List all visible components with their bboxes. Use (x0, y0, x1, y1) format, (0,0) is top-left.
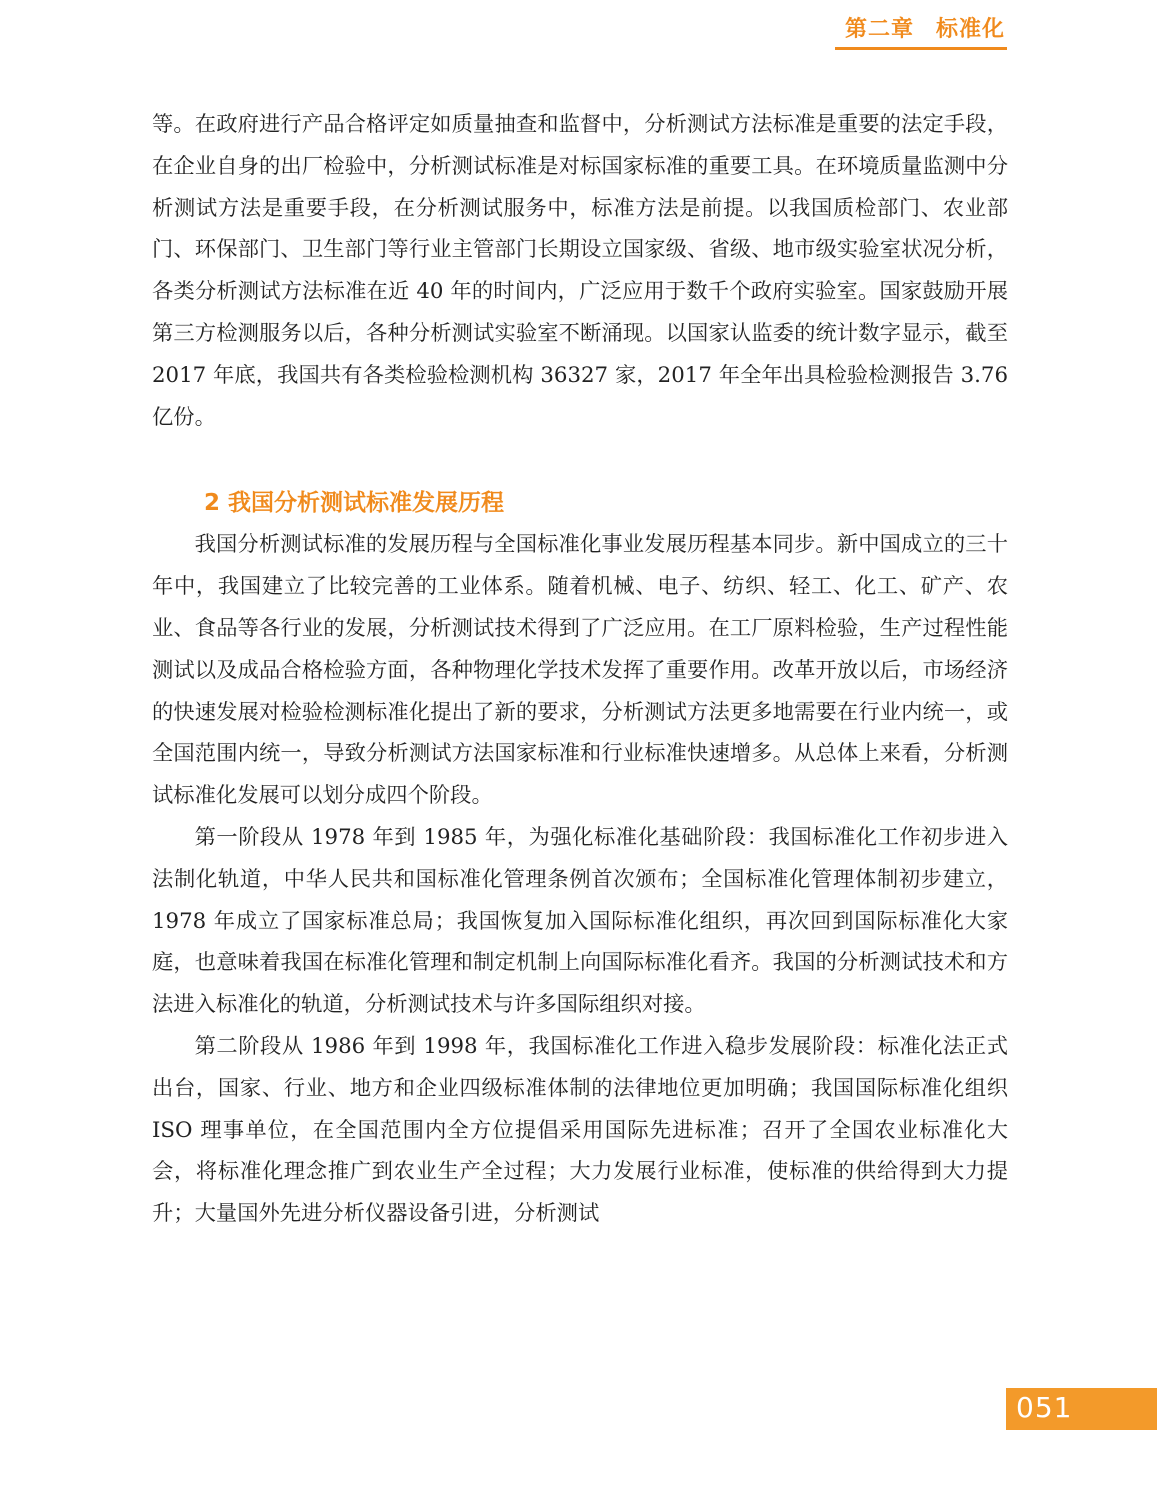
running-header-text (845, 12, 1005, 43)
chapter-label: 第二章 (845, 17, 915, 42)
running-header (835, 10, 1007, 50)
header-rule (835, 47, 1007, 50)
page-number: 051 (1016, 1391, 1073, 1424)
page-number-tab (1006, 1388, 1157, 1430)
chapter-title: 标准化 (936, 17, 1006, 42)
section-heading: 2 我国分析测试标准发展历程 (204, 490, 505, 517)
page-body (152, 104, 1008, 1235)
body-paragraph-3: 第二阶段从 1986 年到 1998 年，我国标准化工作进入稳步发展阶段：标准化法正式出台，国家、行业、地方和企业四级标准体制的法律地位更加明确；我国国际标准化组织 ISO 理事单位，在全国范围内全方位提倡采用国际先进标准；召开了全国农业标准化大会，将标准化理念推广到农业生产全过程；大力发展行业标准，使标准的供给得到大力提升；大量国外先进分析仪器设备引进，分析测试 (152, 1033, 1008, 1227)
section-spacer (152, 438, 1008, 482)
body-paragraph-1: 我国分析测试标准的发展历程与全国标准化事业发展历程基本同步。新中国成立的三十年中，我国建立了比较完善的工业体系。随着机械、电子、纺织、轻工、化工、矿产、农业、食品等各行业的发展，分析测试技术得到了广泛应用。在工厂原料检验，生产过程性能测试以及成品合格检验方面，各种物理化学技术发挥了重要作用。改革开放以后，市场经济的快速发展对检验检测标准化提出了新的要求，分析测试方法更多地需要在行业内统一，或全国范围内统一，导致分析测试方法国家标准和行业标准快速增多。从总体上来看，分析测试标准化发展可以划分成四个阶段。 (152, 532, 1008, 809)
body-paragraph-2: 第一阶段从 1978 年到 1985 年，为强化标准化基础阶段：我国标准化工作初步进入法制化轨道，中华人民共和国标准化管理条例首次颁布；全国标准化管理体制初步建立，1978 年成立了国家标准总局；我国恢复加入国际标准化组织，再次回到国际标准化大家庭，也意味着我国在标准化管理和制定机制上向国际标准化看齐。我国的分析测试技术和方法进入标准化的轨道，分析测试技术与许多国际组织对接。 (152, 824, 1008, 1018)
continuation-paragraph: 等。在政府进行产品合格评定如质量抽查和监督中，分析测试方法标准是重要的法定手段，在企业自身的出厂检验中，分析测试标准是对标国家标准的重要工具。在环境质量监测中分析测试方法是重要手段，在分析测试服务中，标准方法是前提。以我国质检部门、农业部门、环保部门、卫生部门等行业主管部门长期设立国家级、省级、地市级实验室状况分析，各类分析测试方法标准在近 40 年的时间内，广泛应用于数千个政府实验室。国家鼓励开展第三方检测服务以后，各种分析测试实验室不断涌现。以国家认监委的统计数字显示，截至 2017 年底，我国共有各类检验检测机构 36327 家，2017 年全年出具检验检测报告 3.76 亿份。 (152, 112, 1008, 430)
